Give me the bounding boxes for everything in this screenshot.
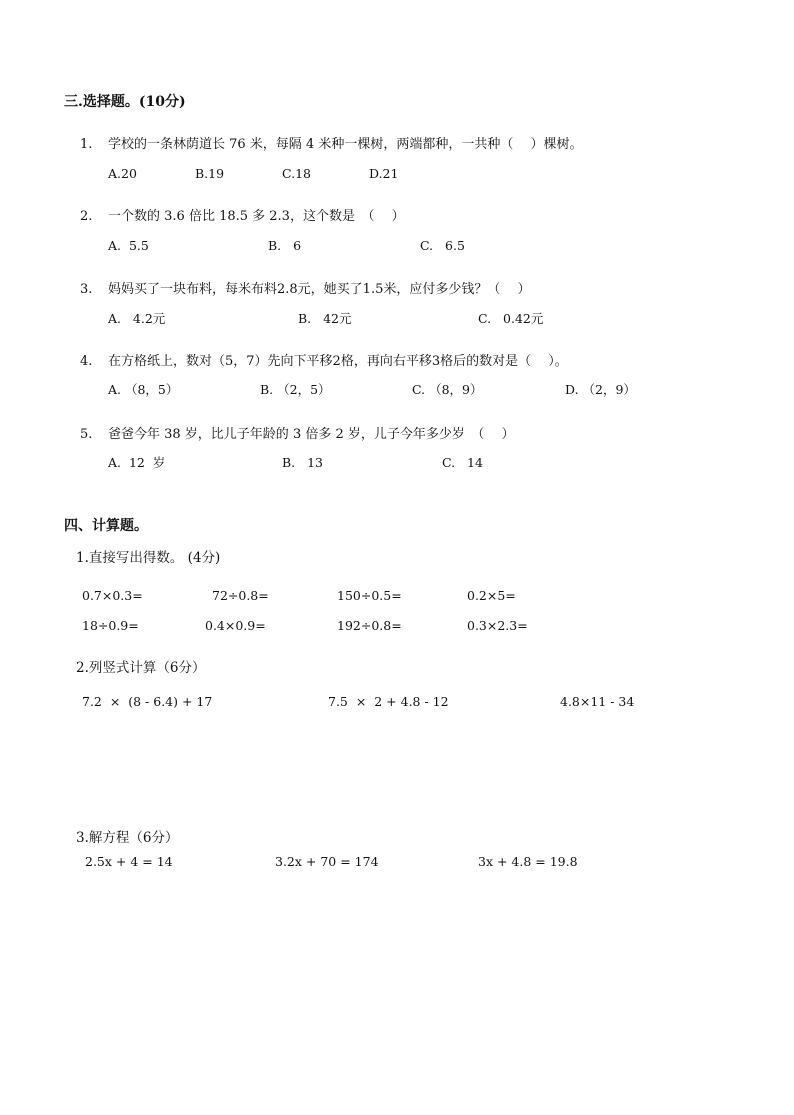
question-1-option-c: C.18 <box>282 166 311 181</box>
question-2-option-a: A. 5.5 <box>108 238 149 253</box>
question-3-number: 3. <box>80 282 93 297</box>
question-4-text: 在方格纸上，数对（5，7）先向下平移2格，再向右平移3格后的数对是（ ）。 <box>108 354 568 369</box>
calc-cell: 0.7×0.3= <box>82 588 143 603</box>
equation-item: 2.5x + 4 = 14 <box>85 854 173 869</box>
question-5-option-b: B. 13 <box>282 455 323 470</box>
question-2-text: 一个数的 3.6 倍比 18.5 多 2.3，这个数是 （ ） <box>108 209 405 224</box>
calc-cell: 18÷0.9= <box>82 618 139 633</box>
calc-cell: 0.4×0.9= <box>205 618 266 633</box>
vertical-calc-item: 4.8×11 - 34 <box>560 694 635 709</box>
equation-item: 3x + 4.8 = 19.8 <box>478 854 578 869</box>
question-2-option-c: C. 6.5 <box>420 238 465 253</box>
part-3-title: 3.解方程（6分） <box>76 830 179 846</box>
question-1-option-b: B.19 <box>195 166 225 181</box>
question-5-option-c: C. 14 <box>442 455 483 470</box>
question-5-text: 爸爸今年 38 岁，比儿子年龄的 3 倍多 2 岁，儿子今年多少岁 （ ） <box>108 427 515 442</box>
question-4-option-c: C. （8，9） <box>412 382 483 397</box>
question-3-option-c: C. 0.42元 <box>478 311 544 326</box>
vertical-calc-item: 7.2 × (8 - 6.4) + 17 <box>82 694 213 709</box>
question-3-text: 妈妈买了一块布料，每米布料2.8元，她买了1.5米，应付多少钱？（ ） <box>108 282 531 297</box>
question-1-option-a: A.20 <box>108 166 137 181</box>
question-4-option-d: D. （2，9） <box>565 382 636 397</box>
question-5-option-a: A. 12 岁 <box>108 455 166 470</box>
vertical-calc-item: 7.5 × 2 + 4.8 - 12 <box>328 694 449 709</box>
question-3-option-a: A. 4.2元 <box>108 311 166 326</box>
question-1-text: 学校的一条林荫道长 76 米，每隔 4 米种一棵树，两端都种，一共种（ ）棵树。 <box>108 137 583 152</box>
equation-item: 3.2x + 70 = 174 <box>275 854 379 869</box>
calc-cell: 72÷0.8= <box>212 588 269 603</box>
question-4-number: 4. <box>80 354 93 369</box>
calc-cell: 192÷0.8= <box>337 618 402 633</box>
question-4-option-a: A. （8，5） <box>108 382 179 397</box>
section-3-title: 三.选择题。(10分) <box>64 94 186 110</box>
question-1-option-d: D.21 <box>369 166 399 181</box>
question-1-number: 1. <box>80 137 93 152</box>
calc-cell: 0.3×2.3= <box>467 618 528 633</box>
question-5-number: 5. <box>80 427 93 442</box>
part-1-title: 1.直接写出得数。 (4分) <box>76 550 221 566</box>
question-2-number: 2. <box>80 209 93 224</box>
section-4-title: 四、计算题。 <box>64 518 148 534</box>
question-3-option-b: B. 42元 <box>298 311 352 326</box>
calc-cell: 150÷0.5= <box>337 588 402 603</box>
part-2-title: 2.列竖式计算（6分） <box>76 660 206 676</box>
question-4-option-b: B. （2，5） <box>260 382 331 397</box>
question-2-option-b: B. 6 <box>268 238 302 253</box>
calc-cell: 0.2×5= <box>467 588 516 603</box>
